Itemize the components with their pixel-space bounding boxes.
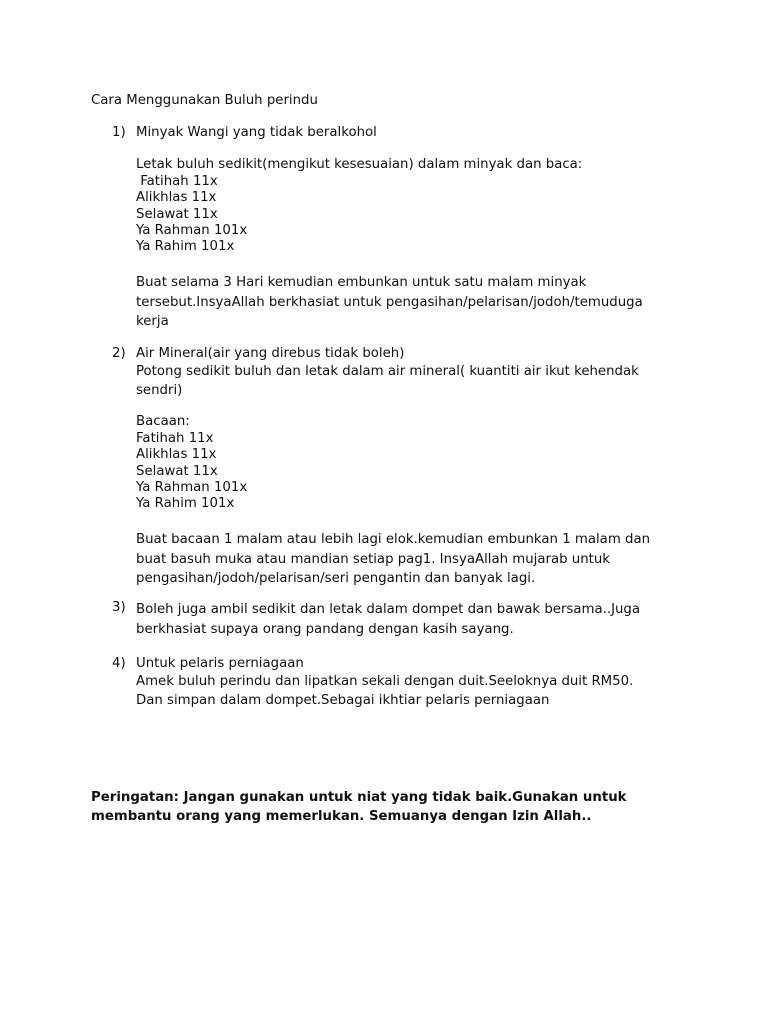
item-line: berkhasiat supaya orang pandang dengan kasih sayang. xyxy=(136,621,514,637)
list-number: 4) xyxy=(112,656,126,671)
item-result-line: Buat selama 3 Hari kemudian embunkan untuk satu malam minyak xyxy=(136,274,587,290)
item-result-line: buat basuh muka atau mandian setiap pag1. InsyaAllah mujarab untuk xyxy=(136,551,610,567)
recitation-line: Fatihah 11x xyxy=(136,173,218,189)
recitation-line: Ya Rahman 101x xyxy=(136,223,248,239)
reading-label: Bacaan: xyxy=(136,414,190,430)
recitation-line: Ya Rahman 101x xyxy=(136,480,248,496)
warning-note xyxy=(91,788,691,826)
list-number: 3) xyxy=(112,600,126,615)
item-instruction-line: sendri) xyxy=(136,383,183,399)
item-line: Dan simpan dalam dompet.Sebagai ikhtiar pelaris perniagaan xyxy=(136,693,550,709)
item-instruction: Letak buluh sedikit(mengikut kesesuaian) dalam minyak dan baca: xyxy=(136,157,583,173)
item-heading: Untuk pelaris perniagaan xyxy=(136,656,304,671)
warning-line: Peringatan: Jangan gunakan untuk niat yang tidak baik.Gunakan untuk xyxy=(91,790,627,805)
list-number: 2) xyxy=(112,346,126,361)
item-heading: Minyak Wangi yang tidak beralkohol xyxy=(136,125,377,140)
list-item-content xyxy=(136,656,676,710)
list-item-content xyxy=(136,346,676,589)
item-instruction-line: Potong sedikit buluh dan letak dalam air mineral( kuantiti air ikut kehendak xyxy=(136,364,639,380)
list-item-content xyxy=(136,600,676,640)
item-heading: Air Mineral(air yang direbus tidak boleh) xyxy=(136,346,405,361)
item-line: Boleh juga ambil sedikit dan letak dalam dompet dan bawak bersama..Juga xyxy=(136,602,641,617)
recitation-line: Ya Rahim 101x xyxy=(136,496,235,512)
recitation-line: Selawat 11x xyxy=(136,206,218,222)
list-item-content xyxy=(136,125,676,332)
document-title: Cara Menggunakan Buluh perindu xyxy=(91,93,318,108)
recitation-line: Fatihah 11x xyxy=(136,430,214,446)
list-number: 1) xyxy=(112,125,126,140)
recitation-line: Alikhlas 11x xyxy=(136,190,217,206)
item-line: Amek buluh perindu dan lipatkan sekali dengan duit.Seeloknya duit RM50. xyxy=(136,674,634,690)
item-result-line: Buat bacaan 1 malam atau lebih lagi elok.kemudian embunkan 1 malam dan xyxy=(136,531,651,547)
item-result-line: pengasihan/jodoh/pelarisan/seri pengantin dan banyak lagi. xyxy=(136,571,536,587)
recitation-line: Alikhlas 11x xyxy=(136,447,217,463)
recitation-line: Selawat 11x xyxy=(136,463,218,479)
item-result-line: kerja xyxy=(136,314,169,330)
item-result-line: tersebut.InsyaAllah berkhasiat untuk pengasihan/pelarisan/jodoh/temuduga xyxy=(136,294,643,310)
warning-line: membantu orang yang memerlukan. Semuanya dengan Izin Allah.. xyxy=(91,809,592,824)
recitation-line: Ya Rahim 101x xyxy=(136,239,235,255)
